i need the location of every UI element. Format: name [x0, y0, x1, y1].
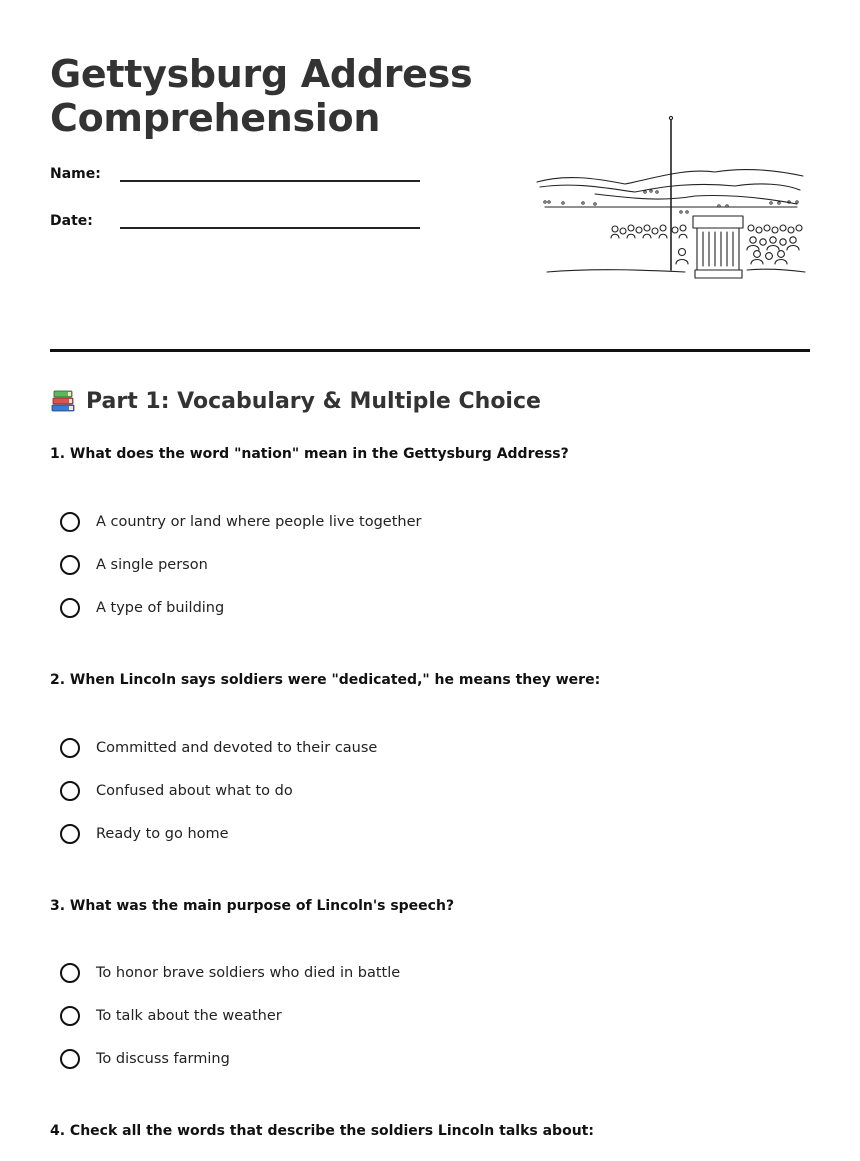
question-4: 4. Check all the words that describe the soldiers Lincoln talks about: [50, 1123, 594, 1139]
option-label: A country or land where people live together [96, 514, 422, 530]
radio-button[interactable] [60, 824, 80, 844]
question-1: 1. What does the word "nation" mean in the Gettysburg Address? [50, 446, 569, 462]
title-line-1: Gettysburg Address [50, 52, 473, 96]
q2-option-1[interactable] [60, 735, 377, 761]
radio-button[interactable] [60, 1049, 80, 1069]
name-field[interactable] [50, 166, 430, 196]
part1-heading-text: Part 1: Vocabulary & Multiple Choice [86, 388, 541, 414]
name-input-line[interactable] [120, 180, 420, 182]
option-label: To discuss farming [96, 1051, 230, 1067]
q3-option-1[interactable] [60, 960, 400, 986]
option-label: Confused about what to do [96, 783, 293, 799]
q1-option-3[interactable] [60, 595, 224, 621]
radio-button[interactable] [60, 1006, 80, 1026]
radio-button[interactable] [60, 781, 80, 801]
date-label: Date: [50, 213, 93, 229]
name-label: Name: [50, 166, 101, 182]
worksheet-title [50, 52, 472, 140]
option-label: Ready to go home [96, 826, 229, 842]
radio-button[interactable] [60, 738, 80, 758]
question-2: 2. When Lincoln says soldiers were "dedicated," he means they were: [50, 672, 601, 688]
option-label: A single person [96, 557, 208, 573]
option-label: To honor brave soldiers who died in battle [96, 965, 401, 981]
q2-option-3[interactable] [60, 821, 229, 847]
radio-button[interactable] [60, 963, 80, 983]
question-3: 3. What was the main purpose of Lincoln's speech? [50, 898, 455, 914]
q2-option-2[interactable] [60, 778, 293, 804]
gettysburg-podium-illustration [535, 112, 810, 287]
part1-heading [50, 388, 541, 414]
option-label: To talk about the weather [96, 1008, 282, 1024]
q1-option-1[interactable] [60, 509, 421, 535]
radio-button[interactable] [60, 555, 80, 575]
date-field[interactable] [50, 213, 430, 243]
q3-option-2[interactable] [60, 1003, 282, 1029]
books-icon [50, 388, 76, 414]
option-label: Committed and devoted to their cause [96, 740, 378, 756]
title-line-2: Comprehension [50, 96, 381, 140]
option-label: A type of building [96, 600, 225, 616]
q1-option-2[interactable] [60, 552, 208, 578]
section-divider [50, 349, 810, 352]
date-input-line[interactable] [120, 227, 420, 229]
q3-option-3[interactable] [60, 1046, 230, 1072]
radio-button[interactable] [60, 512, 80, 532]
radio-button[interactable] [60, 598, 80, 618]
